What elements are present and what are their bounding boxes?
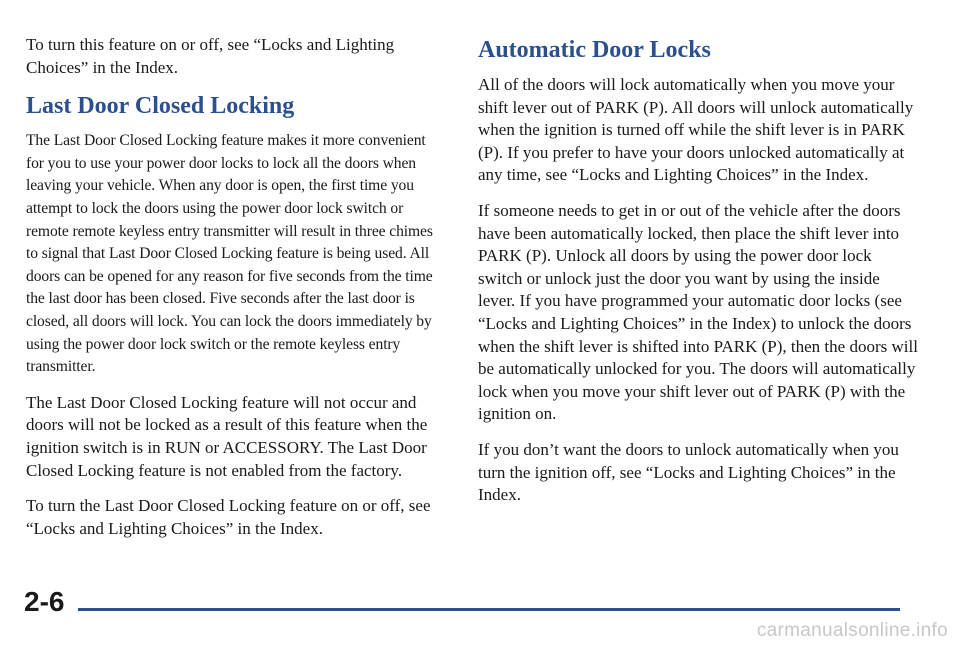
section-heading-last-door-closed-locking: Last Door Closed Locking (26, 93, 295, 120)
auto-lock-paragraph-3: If you don’t want the doors to unlock automatically when you turn the ignition off, see “Locks and Lighting Choices” in the Index. (478, 439, 899, 505)
page-number: 2-6 (24, 586, 65, 617)
page-footer (24, 582, 900, 622)
last-door-paragraph-3: To turn the Last Door Closed Locking feature on or off, see “Locks and Lighting Choices” in the Index. (26, 496, 431, 538)
last-door-paragraph-2: The Last Door Closed Locking feature will not occur and doors will not be locked as a result of this feature when the ignition switch is in RUN or ACCESSORY. The Last Door Closed Locking feature is not enabled from the factory. (26, 392, 428, 480)
footer-rule (78, 608, 900, 611)
last-door-paragraph-1: The Last Door Closed Locking feature makes it more convenient for you to use your power door locks to lock all the doors when leaving your vehicle. When any door is open, the first time you attempt to lock the doors using the power door lock switch or remote remote keyless entry transmitter will result in three chimes to signal that Last Door Closed Locking feature is being used. All doors can be opened for any reason for five seconds from the time the last door has been closed. Five seconds after the last door is closed, all doors will lock. You can lock the doors immediately by using the power door lock switch or the remote keyless entry transmitter. (26, 132, 433, 376)
site-watermark: carmanualsonline.info (756, 620, 948, 641)
auto-lock-paragraph-1: All of the doors will lock automatically when you move your shift lever out of PARK (P). All doors will unlock automatically when the ignition is turned off while the shift lever is in PARK (P). If you prefer to have your doors unlocked automatically at any time, see “Locks and Lighting Choices” in the Index. (478, 75, 914, 185)
left-column (26, 34, 446, 553)
right-column (478, 36, 918, 520)
section-heading-automatic-door-locks: Automatic Door Locks (478, 37, 711, 63)
intro-paragraph: To turn this feature on or off, see “Locks and Lighting Choices” in the Index. (26, 35, 395, 77)
auto-lock-paragraph-2: If someone needs to get in or out of the vehicle after the doors have been automatically locked, then place the shift lever into PARK (P). Unlock all doors by using the power door lock switch or unlock just the door you want by using the inside lever. If you have programmed your automatic door locks (see “Locks and Lighting Choices” in the Index) to unlock the doors when the shift lever is shifted into PARK (P), then the doors will be automatically unlocked for you. The doors will automatically lock when you move your shift lever out of PARK (P) with the ignition on. (478, 200, 918, 424)
